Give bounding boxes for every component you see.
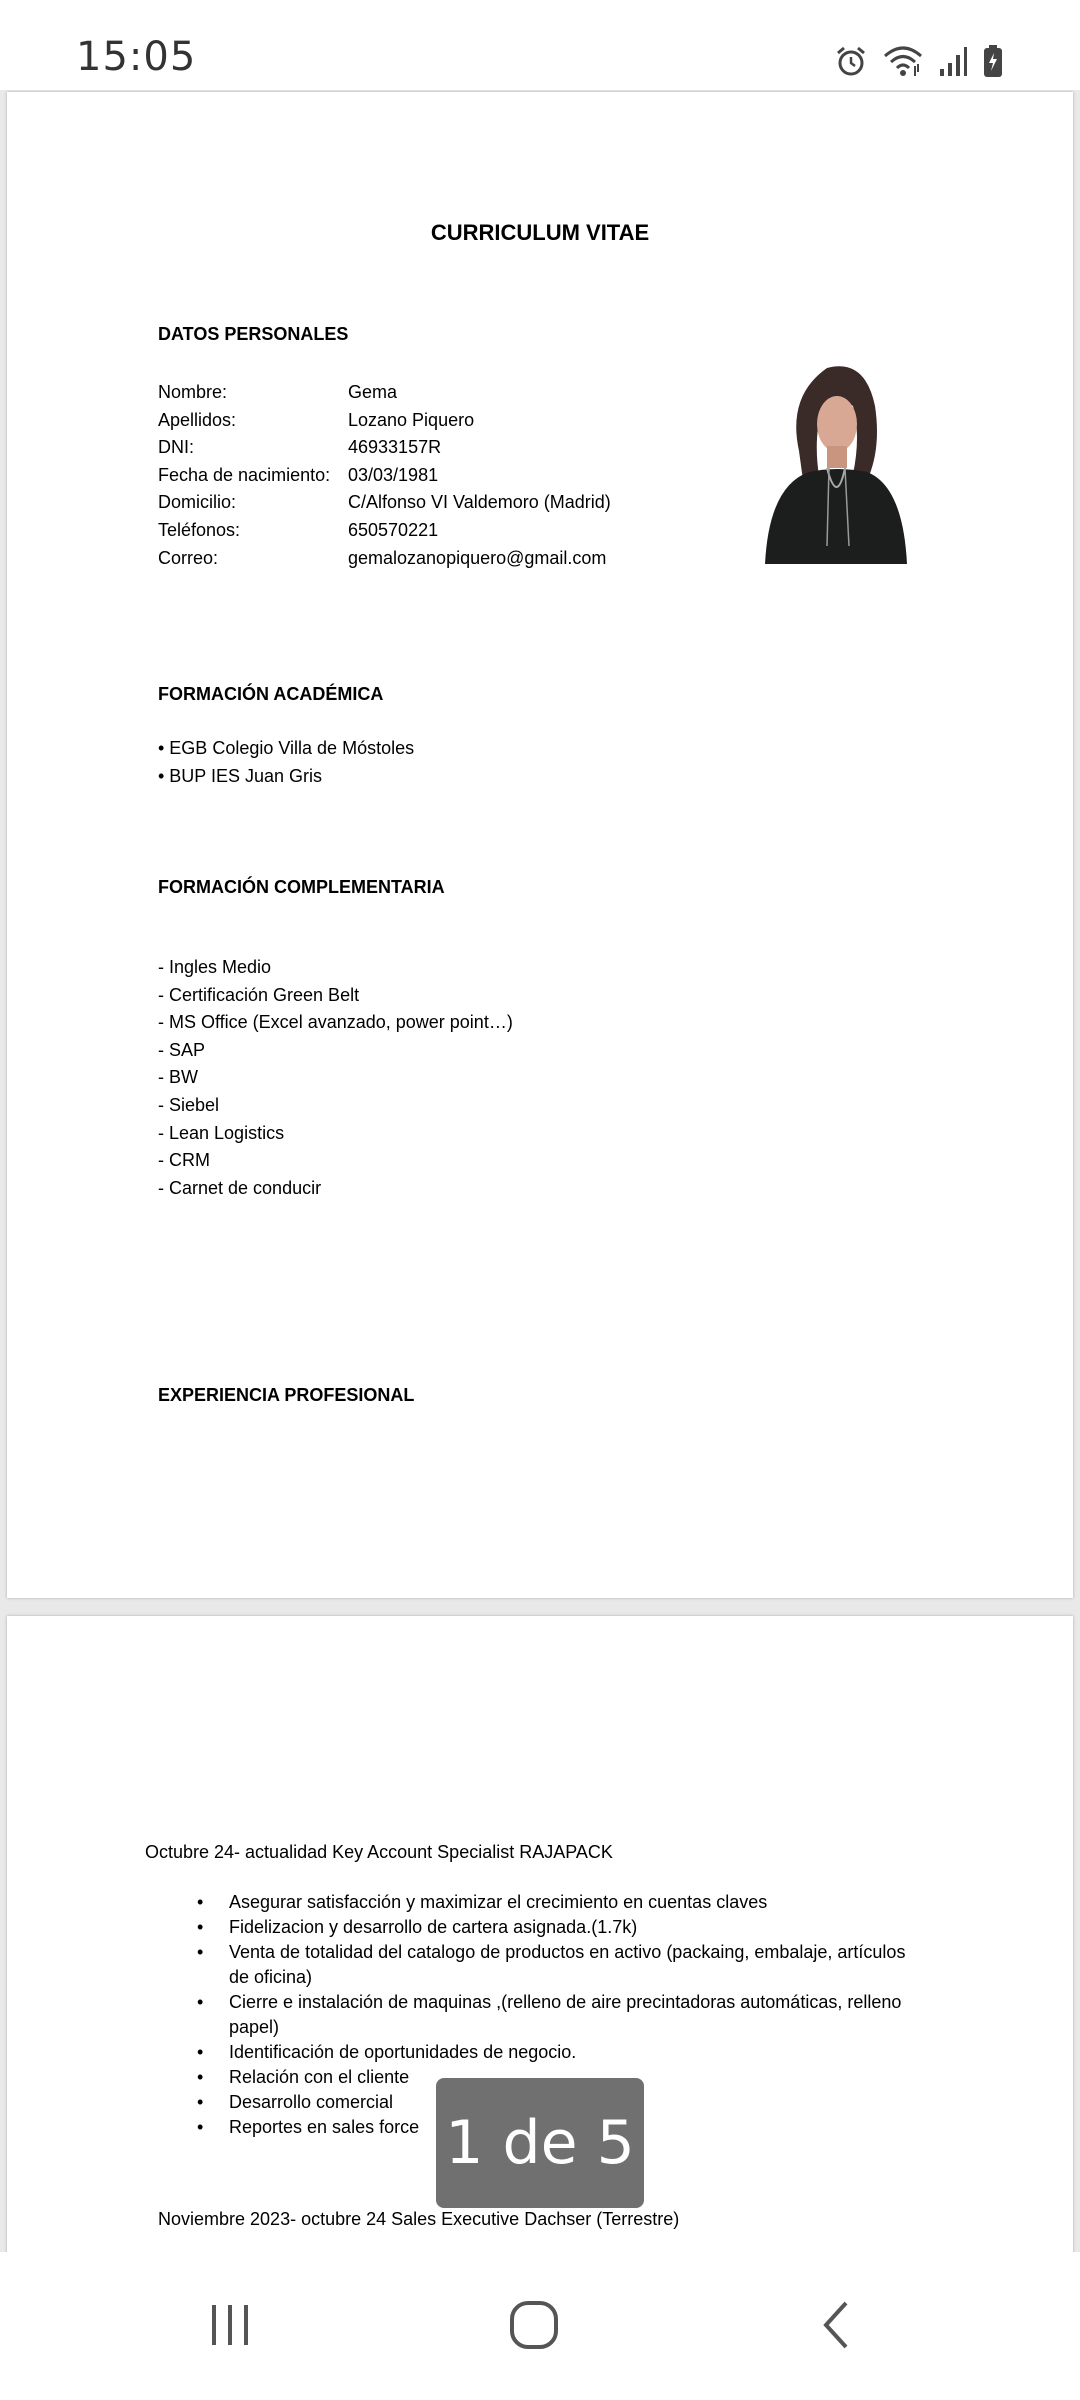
signal-icon	[938, 45, 968, 77]
list-item: - Siebel	[158, 1094, 220, 1115]
recent-apps-icon	[206, 2301, 254, 2354]
list-item: - Carnet de conducir	[158, 1177, 322, 1198]
battery-charging-icon	[982, 44, 1004, 78]
personal-label: Correo:	[158, 547, 219, 568]
personal-label: Apellidos:	[158, 409, 237, 430]
personal-row	[158, 379, 611, 407]
document-viewer[interactable]	[0, 90, 1080, 2252]
list-item: - Lean Logistics	[158, 1122, 285, 1143]
list-item: • Asegurar satisfacción y maximizar el crecimiento en cuentas claves	[187, 1890, 927, 1915]
personal-value: Lozano Piquero	[348, 409, 475, 430]
section-heading-complementary: FORMACIÓN COMPLEMENTARIA	[158, 877, 445, 897]
list-item: • Desarrollo comercial	[187, 2090, 927, 2115]
personal-value: 650570221	[348, 519, 439, 540]
status-time: 15:05	[76, 34, 197, 80]
personal-value: Gema	[348, 382, 398, 402]
personal-row	[158, 407, 611, 435]
list-item: • EGB Colegio Villa de Móstoles	[158, 738, 415, 758]
personal-row	[158, 545, 611, 573]
list-item: - Certificación Green Belt	[158, 984, 360, 1005]
personal-row	[158, 462, 611, 490]
personal-value: 46933157R	[348, 437, 442, 458]
recent-apps-button[interactable]	[190, 2292, 270, 2362]
personal-label: Teléfonos:	[158, 519, 241, 540]
list-item: • Identificación de oportunidades de negocio.	[187, 2040, 927, 2065]
list-item: • Cierre e instalación de maquinas ,(relleno de aire precintadoras automáticas, relleno papel)	[187, 1990, 927, 2040]
list-item: - MS Office (Excel avanzado, power point…)	[158, 1012, 513, 1033]
back-icon	[816, 2299, 856, 2356]
wifi-icon	[882, 44, 924, 78]
list-item: - BW	[158, 1067, 198, 1088]
complementary-list	[158, 954, 513, 1202]
list-item: - SAP	[158, 1039, 206, 1060]
page-indicator: 1 de 5	[436, 2078, 644, 2208]
list-item: • Relación con el cliente	[187, 2065, 927, 2090]
list-item: - CRM	[158, 1150, 210, 1171]
section-heading-academic: FORMACIÓN ACADÉMICA	[158, 684, 384, 704]
status-bar	[0, 0, 1080, 90]
list-item: • Fidelizacion y desarrollo de cartera asignada.(1.7k)	[187, 1915, 927, 1940]
academic-list	[158, 735, 414, 790]
section-heading-personal: DATOS PERSONALES	[158, 324, 349, 344]
section-heading-experience: EXPERIENCIA PROFESIONAL	[158, 1385, 415, 1405]
personal-label: Fecha de nacimiento:	[158, 464, 331, 485]
job-title-1: Octubre 24- actualidad Key Account Specialist RAJAPACK	[145, 1842, 613, 1862]
list-item: • BUP IES Juan Gris	[158, 765, 323, 786]
list-item: - Ingles Medio	[158, 957, 272, 977]
home-icon	[508, 2299, 560, 2356]
home-button[interactable]	[494, 2292, 574, 2362]
personal-label: Domicilio:	[158, 492, 237, 513]
personal-row	[158, 434, 611, 462]
personal-row	[158, 517, 611, 545]
list-item: • Reportes en sales force	[187, 2115, 927, 2140]
back-button[interactable]	[796, 2292, 876, 2362]
cv-title: CURRICULUM VITAE	[430, 220, 650, 245]
personal-value: C/Alfonso VI Valdemoro (Madrid)	[348, 492, 611, 513]
personal-row	[158, 489, 611, 517]
job-title-2: Noviembre 2023- octubre 24 Sales Executive Dachser (Terrestre)	[158, 2209, 680, 2229]
list-item: • Venta de totalidad del catalogo de productos en activo (packaing, embalaje, artículos de oficina)	[187, 1940, 927, 1990]
personal-label: DNI:	[158, 437, 194, 458]
alarm-icon	[834, 44, 868, 78]
personal-value: gemalozanopiquero@gmail.com	[348, 547, 607, 568]
profile-photo	[757, 356, 909, 564]
personal-data-table	[158, 379, 611, 572]
status-icons	[834, 44, 1004, 78]
navigation-bar	[0, 2252, 1080, 2400]
document-page-1	[7, 92, 1073, 1598]
personal-value: 03/03/1981	[348, 464, 439, 485]
personal-label: Nombre:	[158, 382, 228, 402]
